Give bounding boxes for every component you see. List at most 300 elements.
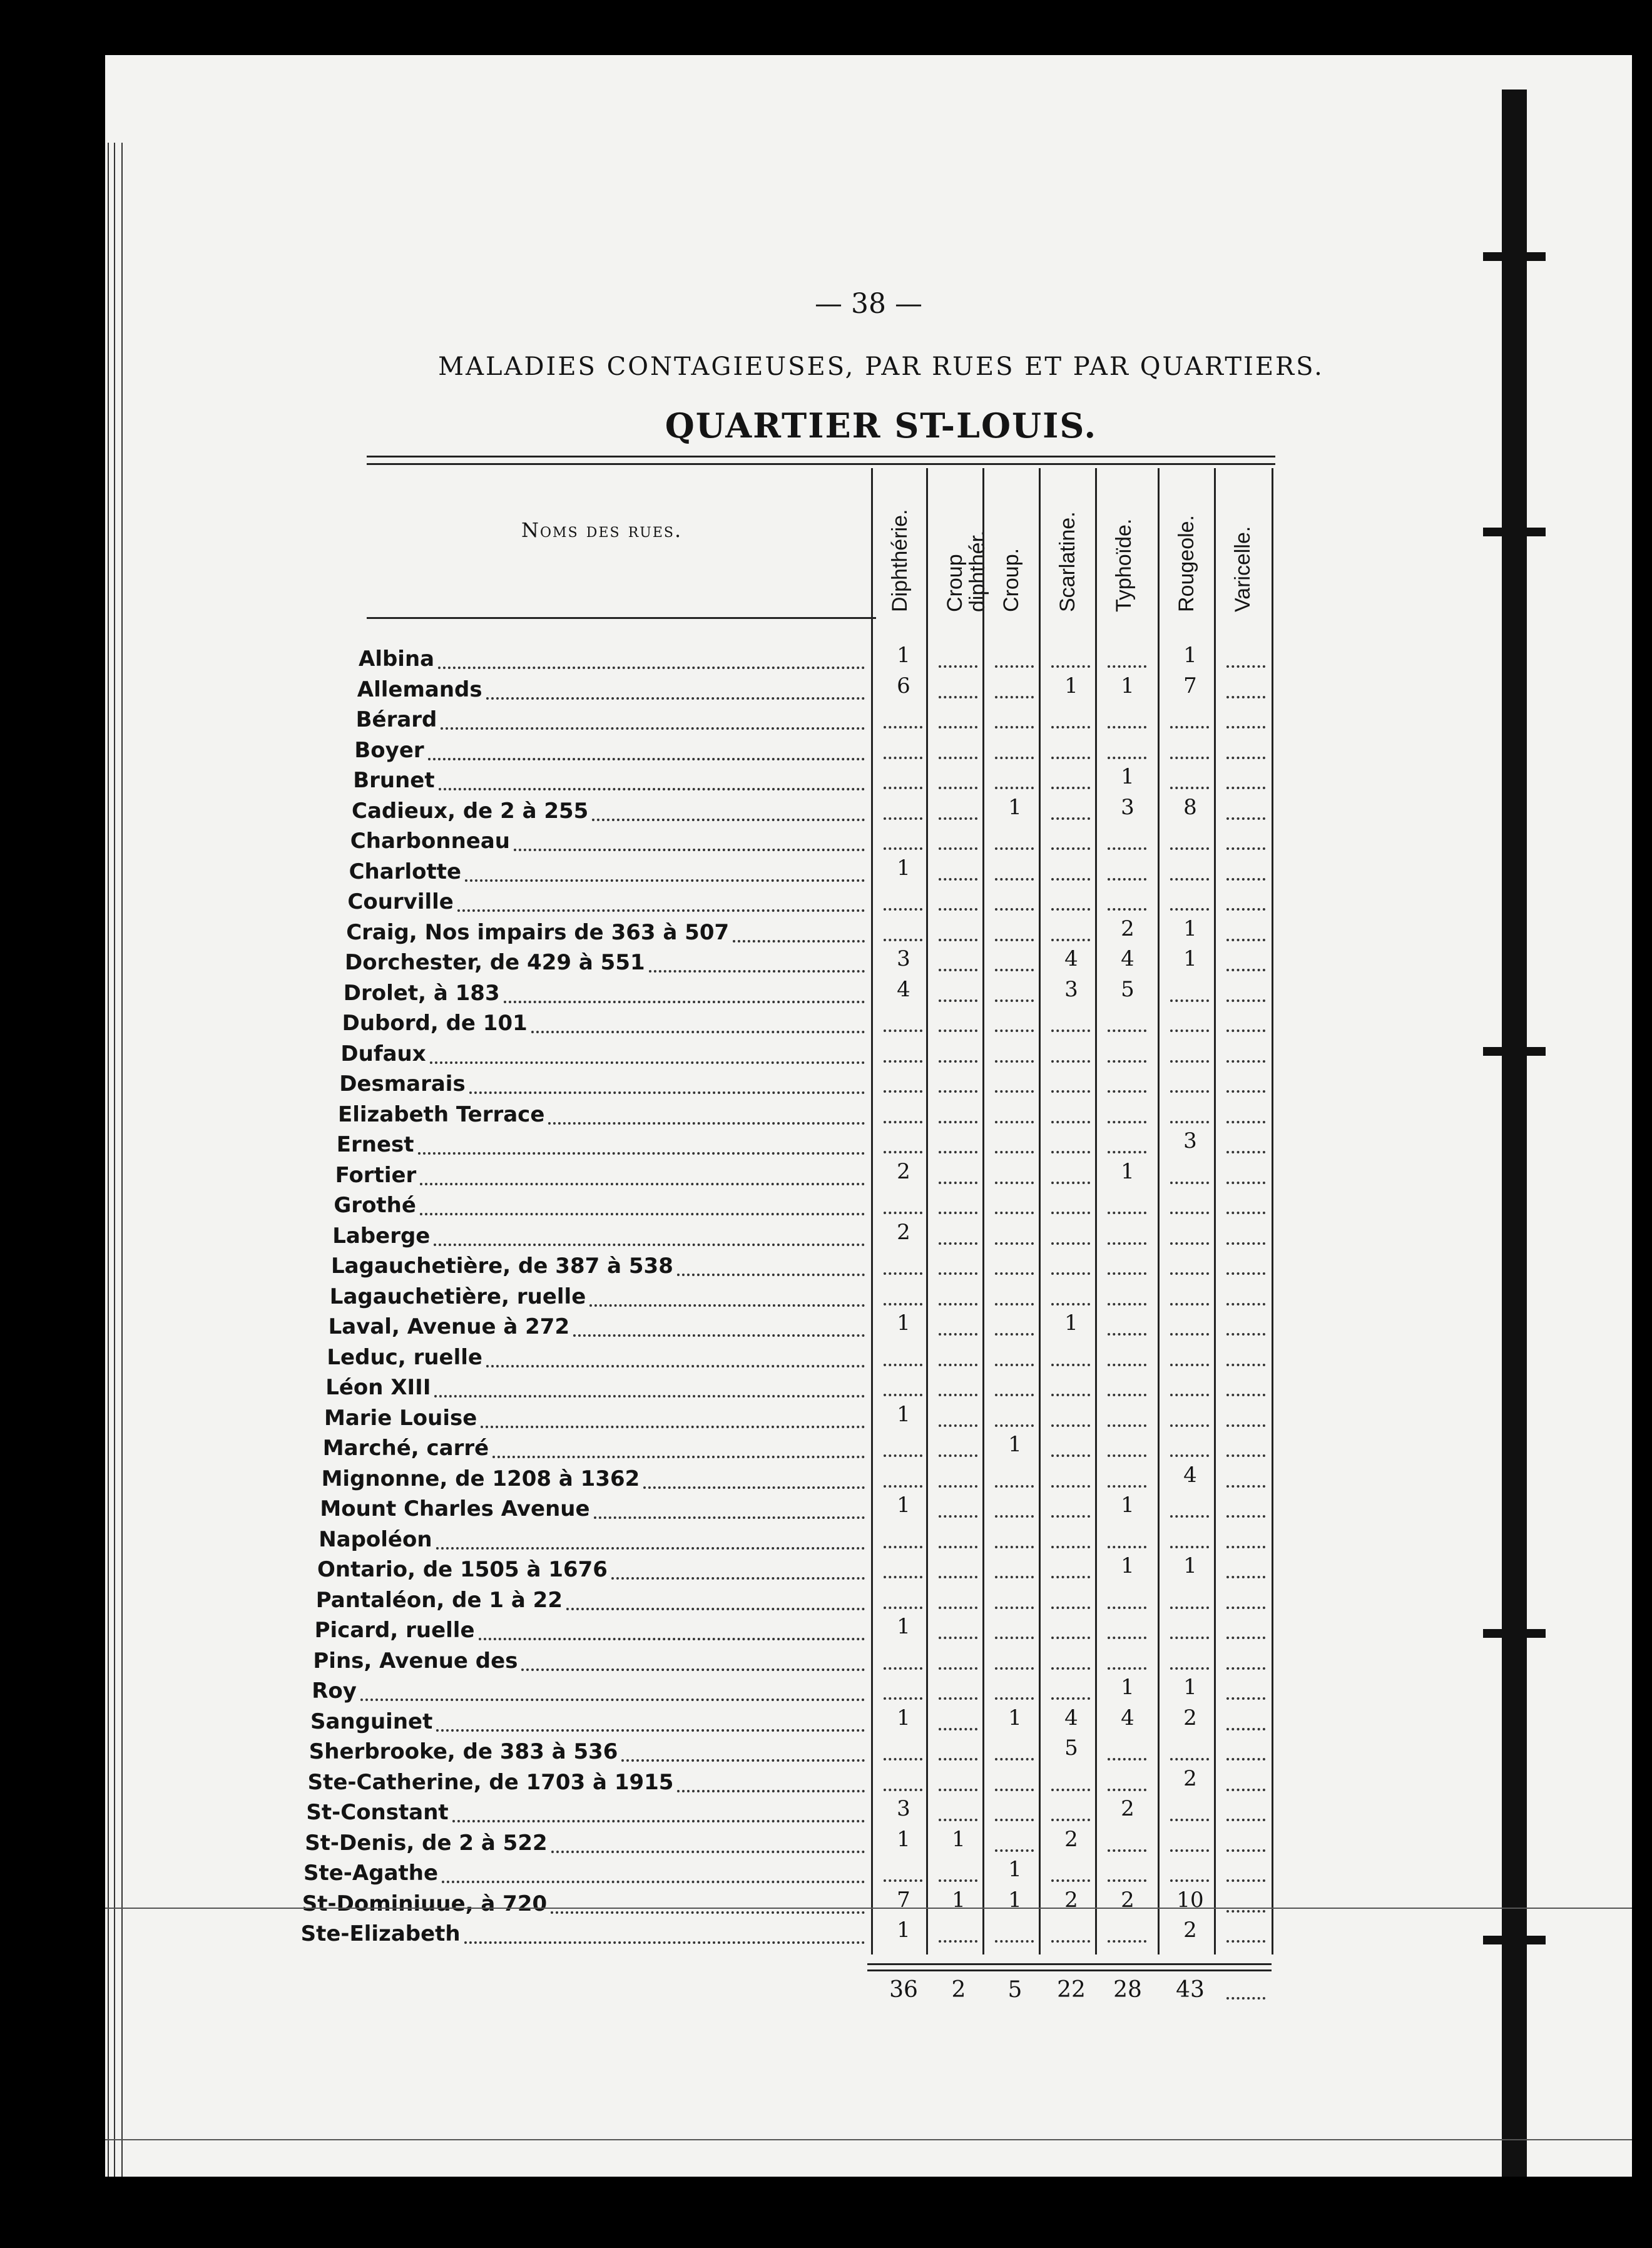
empty-cell-dots: [939, 1607, 977, 1609]
empty-cell-dots: [939, 1546, 977, 1548]
empty-cell-dots: [939, 1637, 977, 1639]
column-header-4: Scarlatine.: [1056, 511, 1079, 612]
empty-cell-dots: [939, 908, 977, 911]
empty-cell-dots: [1170, 1121, 1209, 1123]
empty-cell-dots: [1170, 1637, 1209, 1639]
leader-dots: [430, 1061, 865, 1064]
empty-cell-dots: [1108, 1303, 1146, 1305]
empty-cell-dots: [1170, 757, 1209, 759]
empty-cell-dots: [884, 1485, 922, 1488]
empty-cell-dots: [1051, 1667, 1090, 1670]
empty-cell-dots: [995, 1637, 1034, 1639]
street-name: Dubord, de 101: [342, 1011, 528, 1036]
empty-cell-dots: [1051, 1879, 1090, 1882]
empty-cell-dots: [1051, 1697, 1090, 1700]
leader-dots: [428, 758, 865, 760]
street-name: Charbonneau: [350, 829, 510, 854]
empty-cell-dots: [939, 847, 977, 850]
leader-dots: [481, 1426, 865, 1428]
empty-cell-dots: [1226, 1879, 1265, 1882]
empty-cell-dots: [1226, 1546, 1265, 1548]
empty-cell-dots: [939, 1728, 977, 1730]
empty-cell-dots: [1226, 1849, 1265, 1852]
empty-cell-dots: [939, 1424, 977, 1427]
street-name: Courville: [347, 889, 454, 914]
table-cell: 1: [897, 1705, 910, 1730]
table-cell: 1: [1121, 673, 1134, 698]
header-bottom-rule: [367, 617, 876, 619]
leader-dots: [360, 1699, 865, 1701]
empty-cell-dots: [1108, 1212, 1146, 1214]
empty-cell-dots: [1108, 757, 1146, 759]
leader-dots: [457, 909, 865, 912]
empty-cell-dots: [1226, 1728, 1265, 1730]
empty-cell-dots: [1226, 787, 1265, 789]
empty-cell-dots: [939, 1090, 977, 1093]
empty-cell-dots: [1226, 817, 1265, 820]
table-cell: 4: [897, 976, 910, 1002]
table-cell: 8: [1183, 794, 1197, 820]
ledger-page: [105, 55, 1632, 2177]
leader-dots: [594, 1516, 865, 1519]
leader-dots: [439, 788, 865, 790]
empty-cell-dots: [939, 1394, 977, 1396]
empty-cell-dots: [995, 1272, 1034, 1275]
table-cell: 1: [1183, 1675, 1197, 1700]
empty-cell-dots: [1170, 1029, 1209, 1032]
empty-cell-dots: [1051, 1454, 1090, 1457]
table-cell: 1: [1183, 916, 1197, 941]
page-bottom-rule: [105, 1908, 1632, 1909]
empty-cell-dots: [939, 1789, 977, 1791]
empty-cell-dots: [939, 1758, 977, 1760]
table-cell: 2: [1183, 1765, 1197, 1791]
empty-cell-dots: [995, 1758, 1034, 1760]
leader-dots: [420, 1213, 865, 1215]
empty-cell-dots: [995, 1576, 1034, 1578]
empty-cell-dots: [995, 1212, 1034, 1214]
empty-cell-dots: [1226, 1576, 1265, 1578]
empty-cell-dots: [1226, 1151, 1265, 1153]
empty-cell-dots: [1170, 1758, 1209, 1760]
empty-cell-dots: [1170, 1212, 1209, 1214]
table-cell: 1: [1008, 1705, 1022, 1730]
table-top-rule: [367, 456, 1275, 457]
table-cell: 1: [1183, 643, 1197, 668]
empty-cell-dots: [1108, 1789, 1146, 1791]
empty-cell-dots: [939, 1485, 977, 1488]
empty-cell-dots: [1051, 1272, 1090, 1275]
empty-cell-dots: [1226, 999, 1265, 1002]
empty-cell-dots: [1170, 908, 1209, 911]
empty-cell-dots: [995, 1789, 1034, 1791]
empty-cell-dots: [1051, 1485, 1090, 1488]
column-total: 2: [951, 1976, 966, 2003]
empty-cell-dots: [1226, 1485, 1265, 1488]
empty-cell-dots: [1051, 1546, 1090, 1548]
empty-cell-dots: [939, 726, 977, 728]
empty-cell-dots: [884, 1697, 922, 1700]
empty-cell-dots: [1051, 787, 1090, 789]
table-cell: 4: [1121, 1705, 1134, 1730]
empty-cell-dots: [1051, 1819, 1090, 1821]
street-name: Leduc, ruelle: [327, 1344, 482, 1370]
table-cell: 1: [1008, 1887, 1022, 1913]
street-name: Léon XIII: [325, 1375, 431, 1400]
empty-cell-dots: [1170, 1090, 1209, 1093]
column-header-1: Diphthérie.: [888, 509, 912, 612]
empty-cell-dots: [1226, 1333, 1265, 1336]
empty-cell-dots: [1170, 1060, 1209, 1063]
leader-dots: [436, 1547, 865, 1550]
empty-cell-dots: [1226, 1424, 1265, 1427]
leader-dots: [465, 879, 865, 882]
street-name: Charlotte: [349, 859, 462, 884]
street-name: Ontario, de 1505 à 1676: [317, 1557, 608, 1582]
street-name: Grothé: [334, 1193, 416, 1218]
table-cell: 1: [897, 1826, 910, 1852]
empty-cell-dots: [1226, 1607, 1265, 1609]
empty-cell-dots: [995, 1060, 1034, 1063]
street-name: Lagauchetière, ruelle: [329, 1284, 586, 1309]
table-cell: 2: [1183, 1918, 1197, 1943]
empty-cell-dots: [884, 1151, 922, 1153]
empty-cell-dots: [1170, 878, 1209, 881]
table-cell: 5: [1121, 976, 1134, 1002]
empty-cell-dots: [884, 1879, 922, 1882]
column-header-2: Croup diphthér.: [943, 530, 989, 612]
leader-dots: [551, 1911, 865, 1914]
empty-cell-dots: [884, 1121, 922, 1123]
leader-dots: [504, 1001, 865, 1003]
empty-cell-dots: [939, 1333, 977, 1336]
column-divider: [982, 468, 984, 1954]
empty-cell-dots: [995, 1515, 1034, 1518]
page-bottom-rule: [105, 2139, 1632, 2140]
empty-cell-dots: [1108, 1090, 1146, 1093]
table-cell: 1: [897, 643, 910, 668]
table-cell: 3: [1121, 794, 1134, 820]
empty-cell-dots: [939, 1060, 977, 1063]
street-name: Laberge: [332, 1223, 431, 1249]
empty-cell-dots: [1051, 1212, 1090, 1214]
leader-dots: [441, 727, 865, 730]
empty-cell-dots: [1051, 908, 1090, 911]
empty-cell-dots: [884, 817, 922, 820]
table-cell: 1: [897, 1310, 910, 1336]
empty-cell-dots: [995, 1394, 1034, 1396]
empty-cell-dots: [939, 1879, 977, 1882]
empty-cell-dots: [1226, 878, 1265, 881]
empty-cell-dots: [939, 665, 977, 668]
column-header-3: Croup.: [999, 548, 1023, 612]
street-name: St-Dominiuue, à 720: [302, 1891, 548, 1916]
table-cell: 1: [1121, 1553, 1134, 1578]
page-edge: [121, 143, 123, 2177]
empty-cell-dots: [1226, 665, 1265, 668]
empty-cell-dots: [1108, 847, 1146, 850]
empty-cell-dots: [1226, 1272, 1265, 1275]
empty-cell-dots: [995, 1485, 1034, 1488]
table-cell: 4: [1064, 946, 1078, 971]
empty-cell-dots: [1051, 847, 1090, 850]
empty-cell-dots: [1226, 1029, 1265, 1032]
empty-cell-dots: [995, 1029, 1034, 1032]
empty-cell-dots: [1051, 1576, 1090, 1578]
table-cell: 2: [1064, 1826, 1078, 1852]
street-name: Dorchester, de 429 à 551: [345, 950, 645, 975]
empty-cell-dots: [1226, 696, 1265, 698]
street-name: Mount Charles Avenue: [320, 1496, 590, 1521]
leader-dots: [479, 1638, 865, 1640]
empty-cell-dots: [939, 1242, 977, 1245]
empty-cell-dots: [884, 1667, 922, 1670]
empty-cell-dots: [1108, 1454, 1146, 1457]
street-name: Roy: [312, 1678, 357, 1704]
leader-dots: [566, 1608, 865, 1610]
empty-cell-dots: [884, 757, 922, 759]
empty-cell-dots: [939, 969, 977, 971]
empty-cell-dots: [1226, 1515, 1265, 1518]
empty-cell-dots: [1226, 1060, 1265, 1063]
empty-cell-dots: [1108, 908, 1146, 911]
empty-cell-dots: [1108, 1272, 1146, 1275]
empty-cell-dots: [995, 1546, 1034, 1548]
empty-cell-dots: [1051, 726, 1090, 728]
empty-cell-dots: [1226, 1394, 1265, 1396]
table-cell: 1: [1008, 1857, 1022, 1882]
table-cell: 5: [1064, 1735, 1078, 1760]
table-cell: 1: [897, 855, 910, 881]
empty-cell-dots: [884, 726, 922, 728]
empty-cell-dots: [1170, 999, 1209, 1002]
empty-cell-dots: [995, 1424, 1034, 1427]
empty-cell-dots: [1108, 1121, 1146, 1123]
empty-cell-dots: [939, 1212, 977, 1214]
empty-cell-dots: [884, 1576, 922, 1578]
empty-cell-dots: [939, 757, 977, 759]
empty-cell-dots: [1108, 1546, 1146, 1548]
empty-cell-dots: [995, 1667, 1034, 1670]
table-cell: 2: [897, 1219, 910, 1245]
empty-cell-dots: [884, 1758, 922, 1760]
empty-cell-dots: [995, 757, 1034, 759]
empty-cell-dots: [939, 787, 977, 789]
column-header-7: Varicelle.: [1231, 526, 1255, 612]
empty-cell-dots: [1108, 1060, 1146, 1063]
table-cell: 1: [1064, 673, 1078, 698]
empty-cell-dots: [995, 787, 1034, 789]
empty-cell-dots: [1226, 1697, 1265, 1700]
leader-dots: [677, 1274, 865, 1276]
empty-cell-dots: [1170, 1394, 1209, 1396]
empty-cell-dots: [884, 787, 922, 789]
leader-dots: [452, 1820, 865, 1822]
empty-cell-dots: [1226, 726, 1265, 728]
empty-cell-dots: [1226, 1121, 1265, 1123]
empty-cell-dots: [884, 908, 922, 911]
empty-cell-dots: [1226, 1364, 1265, 1366]
empty-cell-dots: [1051, 1607, 1090, 1609]
table-cell: 7: [1183, 673, 1197, 698]
leader-dots: [469, 1091, 865, 1094]
street-name: Mignonne, de 1208 à 1362: [321, 1466, 640, 1491]
empty-cell-dots: [1108, 1333, 1146, 1336]
street-name: Pantaléon, de 1 à 22: [315, 1587, 563, 1613]
empty-cell-dots: [884, 1060, 922, 1063]
column-total: 22: [1057, 1976, 1086, 2003]
totals-rule: [867, 1970, 1272, 1971]
table-cell: 3: [897, 946, 910, 971]
empty-cell-dots: [1108, 878, 1146, 881]
column-header-6: Rougeole.: [1175, 514, 1198, 612]
empty-cell-dots: [1108, 1394, 1146, 1396]
empty-cell-dots: [884, 1789, 922, 1791]
empty-cell-dots: [1170, 847, 1209, 850]
street-name: Elizabeth Terrace: [338, 1101, 545, 1127]
empty-cell-dots: [1108, 1849, 1146, 1852]
leader-dots: [573, 1334, 865, 1337]
street-name: Ste-Catherine, de 1703 à 1915: [307, 1769, 674, 1795]
empty-cell-dots: [1108, 726, 1146, 728]
leader-dots: [420, 1183, 865, 1185]
empty-cell-dots: [1226, 1910, 1265, 1913]
empty-cell-dots: [939, 1182, 977, 1184]
leader-dots: [551, 1851, 865, 1853]
street-name: Craig, Nos impairs de 363 à 507: [346, 919, 730, 945]
empty-cell-dots: [1170, 1667, 1209, 1670]
empty-cell-dots: [884, 1607, 922, 1609]
leader-dots: [643, 1486, 865, 1489]
empty-cell-dots: [995, 1333, 1034, 1336]
empty-cell-dots: [939, 1121, 977, 1123]
empty-cell-dots: [939, 1029, 977, 1032]
empty-cell-dots: [995, 696, 1034, 698]
table-cell: 10: [1176, 1887, 1204, 1913]
empty-cell-dots: [995, 1364, 1034, 1366]
empty-cell-dots: [939, 1272, 977, 1275]
empty-cell-dots: [995, 1151, 1034, 1153]
empty-cell-dots: [1170, 1333, 1209, 1336]
empty-cell-dots: [1226, 1667, 1265, 1670]
table-cell: 2: [1121, 1796, 1134, 1821]
empty-cell-dots: [1226, 1242, 1265, 1245]
table-cell: 3: [1183, 1128, 1197, 1153]
empty-cell-dots: [1226, 1182, 1265, 1184]
street-name: Cadieux, de 2 à 255: [352, 798, 589, 824]
column-divider: [1039, 468, 1041, 1954]
page-edge: [114, 143, 115, 2177]
empty-total-dots: [1226, 1997, 1265, 2000]
empty-cell-dots: [1108, 1758, 1146, 1760]
empty-cell-dots: [1051, 665, 1090, 668]
empty-cell-dots: [995, 726, 1034, 728]
empty-cell-dots: [939, 1454, 977, 1457]
empty-cell-dots: [995, 1242, 1034, 1245]
street-name: Marché, carré: [322, 1436, 489, 1461]
district-title: QUARTIER ST-LOUIS.: [665, 406, 1098, 446]
empty-cell-dots: [939, 817, 977, 820]
empty-cell-dots: [1051, 1515, 1090, 1518]
street-name: Pins, Avenue des: [313, 1648, 518, 1673]
empty-cell-dots: [884, 1272, 922, 1275]
leader-dots: [621, 1759, 865, 1762]
empty-cell-dots: [939, 1576, 977, 1578]
empty-cell-dots: [1108, 1485, 1146, 1488]
table-cell: 4: [1064, 1705, 1078, 1730]
street-name: Marie Louise: [324, 1405, 477, 1431]
street-name: Sanguinet: [310, 1709, 433, 1734]
empty-cell-dots: [884, 939, 922, 941]
street-name: Ernest: [336, 1132, 414, 1157]
table-cell: 2: [1064, 1887, 1078, 1913]
empty-cell-dots: [1051, 939, 1090, 941]
empty-cell-dots: [1108, 1242, 1146, 1245]
page-title: MALADIES CONTAGIEUSES, PAR RUES ET PAR QUARTIERS.: [438, 352, 1324, 381]
empty-cell-dots: [1170, 1607, 1209, 1609]
table-cell: 2: [1121, 916, 1134, 941]
empty-cell-dots: [1051, 1242, 1090, 1245]
empty-cell-dots: [1051, 1303, 1090, 1305]
empty-cell-dots: [995, 1697, 1034, 1700]
empty-cell-dots: [1226, 1789, 1265, 1791]
table-cell: 1: [1183, 1553, 1197, 1578]
empty-cell-dots: [1108, 1607, 1146, 1609]
totals-rule: [867, 1963, 1272, 1965]
empty-cell-dots: [1051, 757, 1090, 759]
empty-cell-dots: [995, 665, 1034, 668]
empty-cell-dots: [995, 1121, 1034, 1123]
table-cell: 4: [1183, 1462, 1197, 1488]
empty-cell-dots: [995, 939, 1034, 941]
empty-cell-dots: [1108, 1667, 1146, 1670]
table-top-rule: [367, 463, 1275, 465]
leader-dots: [486, 697, 865, 700]
empty-cell-dots: [1108, 1029, 1146, 1032]
empty-cell-dots: [1051, 1637, 1090, 1639]
empty-cell-dots: [884, 1212, 922, 1214]
empty-cell-dots: [1108, 1637, 1146, 1639]
empty-cell-dots: [1108, 1879, 1146, 1882]
table-cell: 1: [1183, 946, 1197, 971]
empty-cell-dots: [1051, 1789, 1090, 1791]
table-cell: 4: [1121, 946, 1134, 971]
table-cell: 1: [1121, 1675, 1134, 1700]
empty-cell-dots: [939, 939, 977, 941]
street-name: Brunet: [353, 768, 435, 793]
empty-cell-dots: [995, 878, 1034, 881]
empty-cell-dots: [1226, 939, 1265, 941]
table-cell: 7: [897, 1887, 910, 1913]
street-name: Desmarais: [339, 1071, 466, 1096]
empty-cell-dots: [1108, 665, 1146, 668]
leader-dots: [514, 849, 865, 851]
empty-cell-dots: [1051, 1121, 1090, 1123]
empty-cell-dots: [1051, 1394, 1090, 1396]
empty-cell-dots: [1108, 1364, 1146, 1366]
empty-cell-dots: [1170, 726, 1209, 728]
empty-cell-dots: [1226, 1758, 1265, 1760]
table-cell: 1: [1121, 1493, 1134, 1518]
empty-cell-dots: [939, 1940, 977, 1943]
street-name: Drolet, à 183: [343, 980, 500, 1006]
table-cell: 1: [897, 1401, 910, 1427]
table-cell: 1: [1121, 1158, 1134, 1184]
column-total: 43: [1176, 1976, 1205, 2003]
empty-cell-dots: [995, 1303, 1034, 1305]
empty-cell-dots: [1226, 1303, 1265, 1305]
page-edge: [108, 143, 109, 2177]
